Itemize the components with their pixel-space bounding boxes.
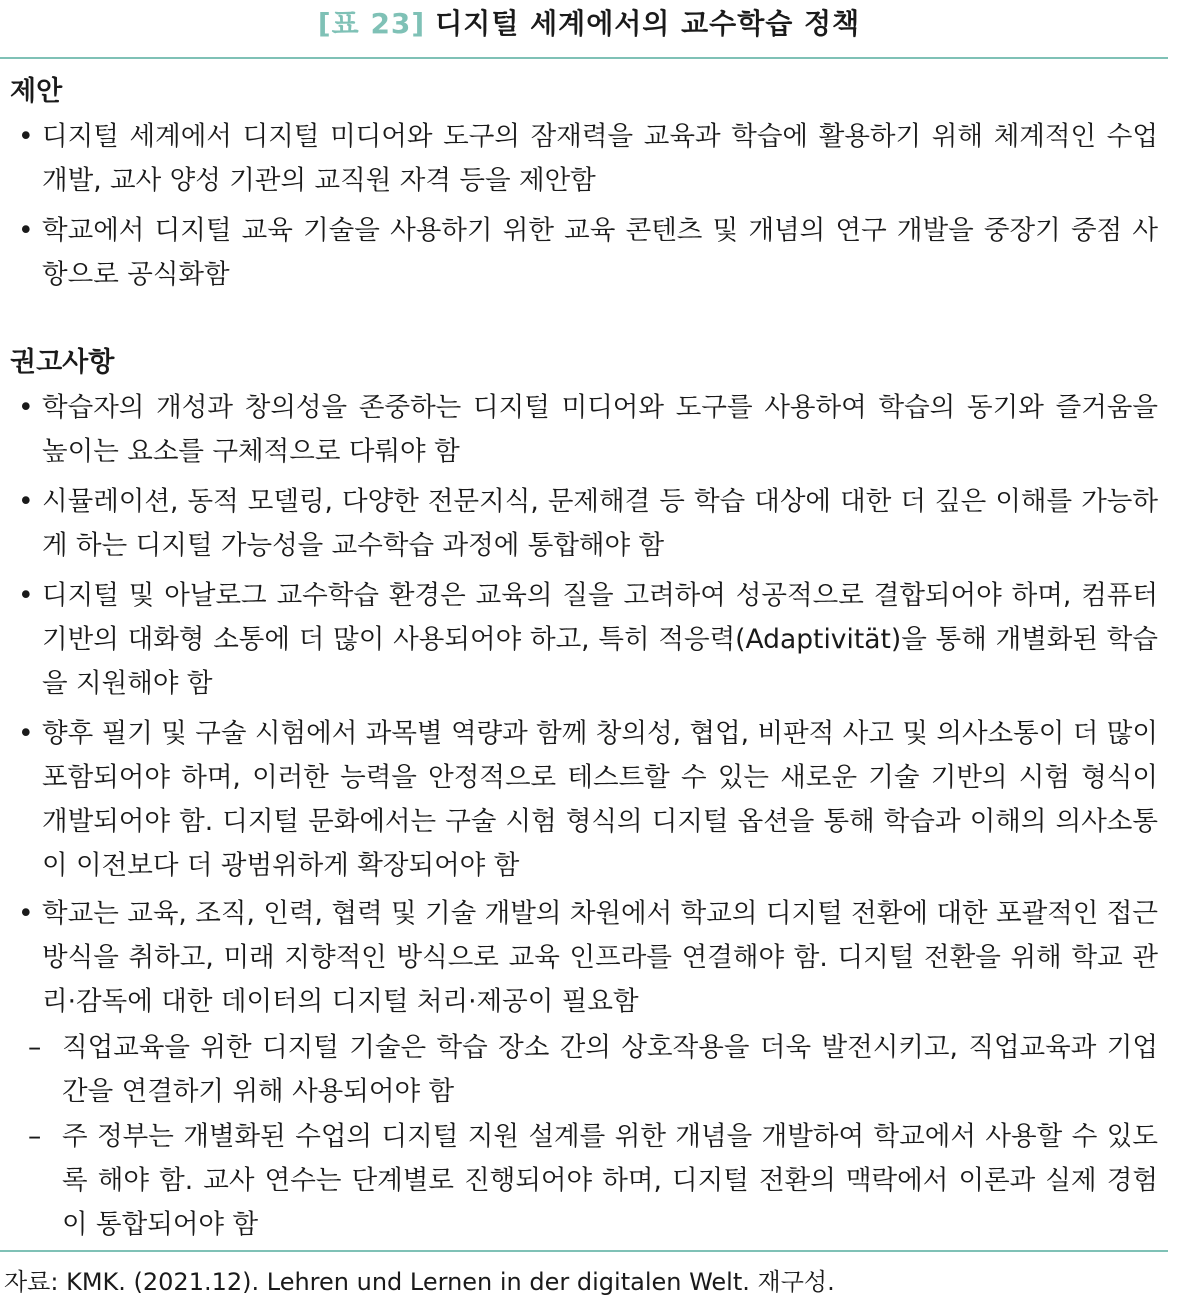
bullet-marker: • (18, 392, 34, 423)
recommendation-item-text: 학교는 교육, 조직, 인력, 협력 및 기술 개발의 차원에서 학교의 디지털 전환에 대한 포괄적인 접근 방식을 취하고, 미래 지향적인 방식으로 교육 인프라를 연결해야 함. 디지털 전환을 위해 학교 관리·감독에 대한 데이터의 디지털 처리·제공이 필요함 (42, 898, 1158, 1017)
recommendation-sub-item-text: 주 정부는 개별화된 수업의 디지털 지원 설계를 위한 개념을 개발하여 학교에서 사용할 수 있도록 해야 함. 교사 연수는 단계별로 진행되어야 하며, 디지털 전환의 맥락에서 이론과 실제 경험이 통합되어야 함 (62, 1121, 1158, 1240)
bullet-marker: • (18, 718, 34, 749)
recommendation-item (18, 480, 1158, 568)
proposal-item-text: 디지털 세계에서 디지털 미디어와 도구의 잠재력을 교육과 학습에 활용하기 위해 체계적인 수업 개발, 교사 양성 기관의 교직원 자격 등을 제안함 (42, 121, 1158, 196)
recommendation-item (18, 892, 1158, 1024)
dash-marker: – (28, 1121, 42, 1152)
bullet-marker: • (18, 486, 34, 517)
table-title: 디지털 세계에서의 교수학습 정책 (435, 7, 861, 40)
recommendation-item-text: 학습자의 개성과 창의성을 존중하는 디지털 미디어와 도구를 사용하여 학습의 동기와 즐거움을 높이는 요소를 구체적으로 다뤄야 함 (42, 392, 1158, 467)
recommendation-sub-item (28, 1115, 1158, 1247)
recommendation-item (18, 386, 1158, 474)
proposal-item (18, 115, 1158, 203)
bullet-marker: • (18, 580, 34, 611)
table-number-label: [표 23] (317, 7, 426, 40)
proposal-item (18, 209, 1158, 297)
top-divider (0, 57, 1168, 59)
recommendation-sub-item (28, 1026, 1158, 1114)
recommendation-item (18, 574, 1158, 706)
proposal-heading: 제안 (10, 76, 63, 107)
bottom-divider (0, 1250, 1168, 1252)
table-caption (0, 4, 1178, 44)
recommendation-item-text: 향후 필기 및 구술 시험에서 과목별 역량과 함께 창의성, 협업, 비판적 사고 및 의사소통이 더 많이 포함되어야 하며, 이러한 능력을 안정적으로 테스트할 수 있는 새로운 기술 기반의 시험 형식이 개발되어야 함. 디지털 문화에서는 구술 시험 형식의 디지털 옵션을 통해 학습과 이해의 의사소통이 이전보다 더 광범위하게 확장되어야 함 (42, 718, 1158, 881)
recommendation-item (18, 712, 1158, 888)
recommendations-heading: 권고사항 (10, 347, 115, 378)
proposal-item-text: 학교에서 디지털 교육 기술을 사용하기 위한 교육 콘텐츠 및 개념의 연구 개발을 중장기 중점 사항으로 공식화함 (42, 215, 1158, 290)
bullet-marker: • (18, 215, 34, 246)
recommendation-item-text: 디지털 및 아날로그 교수학습 환경은 교육의 질을 고려하여 성공적으로 결합되어야 하며, 컴퓨터 기반의 대화형 소통에 더 많이 사용되어야 하고, 특히 적응력(Adaptivität)을 통해 개별화된 학습을 지원해야 함 (42, 580, 1158, 699)
bullet-marker: • (18, 898, 34, 929)
source-note: 자료: KMK. (2021.12). Lehren und Lernen in der digitalen Welt. 재구성. (4, 1268, 835, 1296)
recommendation-item-text: 시뮬레이션, 동적 모델링, 다양한 전문지식, 문제해결 등 학습 대상에 대한 더 깊은 이해를 가능하게 하는 디지털 가능성을 교수학습 과정에 통합해야 함 (42, 486, 1158, 561)
bullet-marker: • (18, 121, 34, 152)
recommendation-sub-item-text: 직업교육을 위한 디지털 기술은 학습 장소 간의 상호작용을 더욱 발전시키고, 직업교육과 기업 간을 연결하기 위해 사용되어야 함 (62, 1032, 1158, 1107)
dash-marker: – (28, 1032, 42, 1063)
